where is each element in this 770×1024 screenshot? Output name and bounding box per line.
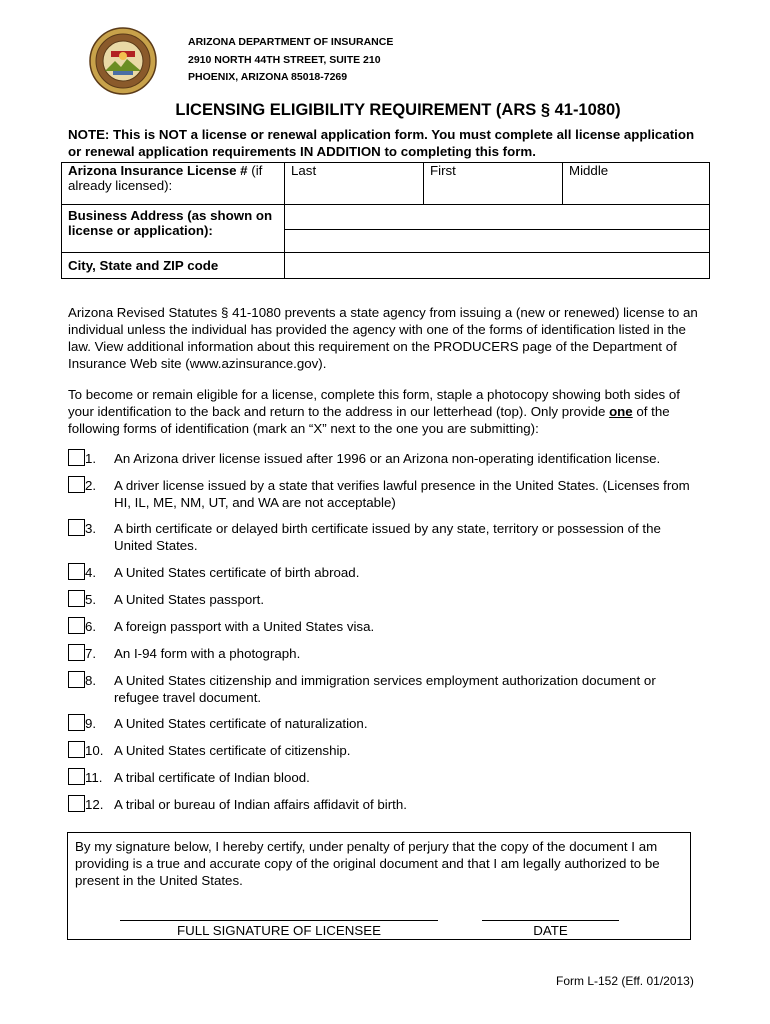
option-checkbox[interactable] — [68, 714, 85, 731]
option-checkbox[interactable] — [68, 449, 85, 466]
option-checkbox[interactable] — [68, 519, 85, 536]
date-line[interactable] — [482, 920, 619, 921]
form-number: Form L-152 (Eff. 01/2013) — [556, 974, 694, 988]
page-title: LICENSING ELIGIBILITY REQUIREMENT (ARS § 41-1080) — [175, 101, 621, 119]
date-label: DATE — [533, 923, 568, 938]
statute-paragraph: Arizona Revised Statutes § 41-1080 prevents a state agency from issuing a (new or renewed) license to an individual unless the individual has provided the agency with one of the forms of identification listed in the law. View additional information about this requirement on the PRODUCERS page of the Department of Insurance Web site (www.azinsurance.gov). — [68, 305, 698, 371]
agency-street: 2910 NORTH 44TH STREET, SUITE 210 — [188, 53, 381, 66]
option-checkbox[interactable] — [68, 795, 85, 812]
certification-text: By my signature below, I hereby certify, under penalty of perjury that the copy of the document I am providing is a true and accurate copy of the original document and that I am legally authorized to be present in the United States. — [75, 839, 660, 888]
certification-box — [67, 832, 691, 940]
signature-label: FULL SIGNATURE OF LICENSEE — [177, 923, 381, 938]
first-name-field[interactable]: First — [424, 163, 563, 205]
option-checkbox[interactable] — [68, 476, 85, 493]
option-checkbox[interactable] — [68, 671, 85, 688]
signature-line[interactable] — [120, 920, 438, 921]
city-state-zip-field[interactable] — [285, 253, 710, 279]
licensee-info-table — [61, 162, 710, 279]
option-checkbox[interactable] — [68, 563, 85, 580]
option-checkbox[interactable] — [68, 644, 85, 661]
license-number-label: Arizona Insurance License # (if already licensed): — [62, 163, 285, 205]
business-address-label: Business Address (as shown on license or application): — [62, 205, 285, 253]
option-checkbox[interactable] — [68, 617, 85, 634]
business-address-line2[interactable] — [285, 230, 710, 253]
middle-name-field[interactable]: Middle — [563, 163, 710, 205]
option-checkbox[interactable] — [68, 741, 85, 758]
last-name-field[interactable]: Last — [285, 163, 424, 205]
city-state-zip-label: City, State and ZIP code — [62, 253, 285, 279]
arizona-seal-icon — [89, 27, 157, 95]
letterhead — [188, 34, 393, 87]
option-checkbox[interactable] — [68, 768, 85, 785]
option-checkbox[interactable] — [68, 590, 85, 607]
agency-name: ARIZONA DEPARTMENT OF INSURANCE — [188, 36, 394, 48]
note-text: NOTE: This is NOT a license or renewal application form. You must complete all license application or renewal application requirements IN ADDITION to completing this form. — [68, 127, 695, 159]
business-address-line1[interactable] — [285, 205, 710, 230]
agency-city: PHOENIX, ARIZONA 85018-7269 — [188, 71, 348, 83]
instructions-paragraph: To become or remain eligible for a license, complete this form, staple a photocopy showing both sides of your identification to the back and return to the address in our letterhead (top). Only provide one of the following forms of identification (mark an “X” next to the one you are submitting): — [68, 387, 680, 436]
